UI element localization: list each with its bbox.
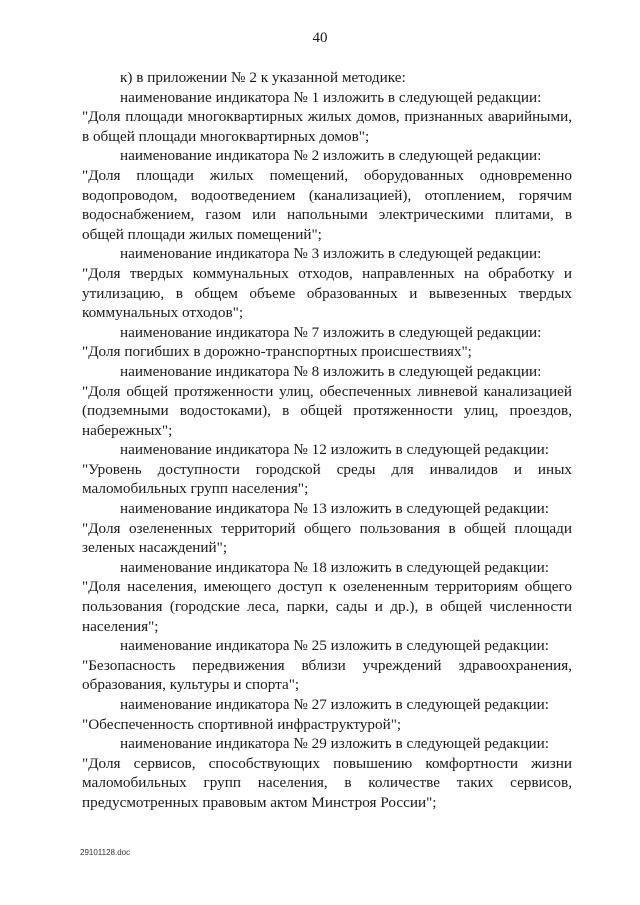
amendment-list <box>82 88 572 813</box>
amendment-heading: наименование индикатора № 25 изложить в следующей редакции: <box>120 637 549 655</box>
amendment-heading: наименование индикатора № 8 изложить в следующей редакции: <box>120 362 542 380</box>
amendment-text: "Доля площади жилых помещений, оборудованных одновременно водопроводом, водоотведением (канализацией), отоплением, горячим водоснабжением, газом или напольными электрическими плитами, в общей площади жилых помещений"; <box>82 166 572 243</box>
amendment-text: "Доля озелененных территорий общего пользования в общей площади зеленых насаждений"; <box>82 519 572 557</box>
amendment-text: "Безопасность передвижения вблизи учреждений здравоохранения, образования, культуры и спорта"; <box>82 656 572 694</box>
amendment-text: "Доля населения, имеющего доступ к озелененным территориям общего пользования (городские леса, парки, сады и др.), в общей численности населения"; <box>82 578 572 635</box>
amendment-heading: наименование индикатора № 13 изложить в следующей редакции: <box>120 500 549 518</box>
amendment-text: "Уровень доступности городской среды для инвалидов и иных маломобильных групп населения"; <box>82 460 572 498</box>
amendment-heading: наименование индикатора № 18 изложить в следующей редакции: <box>120 558 549 576</box>
amendment-heading: наименование индикатора № 12 изложить в следующей редакции: <box>120 441 549 459</box>
amendment-text: "Доля площади многоквартирных жилых домов, признанных аварийными, в общей площади многоквартирных домов"; <box>82 108 572 145</box>
amendment-text: "Доля погибших в дорожно-транспортных происшествиях"; <box>82 343 472 361</box>
amendment-text: "Доля твердых коммунальных отходов, направленных на обработку и утилизацию, в общем объеме образованных и вывезенных твердых коммунальных отходов"; <box>82 264 572 322</box>
amendment-heading: наименование индикатора № 1 изложить в следующей редакции: <box>120 88 542 106</box>
amendment-text: "Доля общей протяженности улиц, обеспеченных ливневой канализацией (подземными водостоками), в общей протяженности улиц, проездов, набережных"; <box>82 382 572 439</box>
amendment-text: "Обеспеченность спортивной инфраструктурой"; <box>82 715 402 733</box>
document-body <box>82 68 572 813</box>
amendment-heading: наименование индикатора № 7 изложить в следующей редакции: <box>120 323 542 341</box>
amendment-heading: наименование индикатора № 29 изложить в следующей редакции: <box>120 735 549 753</box>
amendment-heading: наименование индикатора № 3 изложить в следующей редакции: <box>120 245 542 263</box>
page-number: 40 <box>312 30 328 46</box>
amendment-heading: наименование индикатора № 2 изложить в следующей редакции: <box>120 147 542 165</box>
amendment-heading: наименование индикатора № 27 изложить в следующей редакции: <box>120 696 549 713</box>
intro-paragraph: к) в приложении № 2 к указанной методике: <box>120 69 406 86</box>
amendment-text: "Доля сервисов, способствующих повышению комфортности жизни маломобильных групп населения, в количестве таких сервисов, предусмотренных правовым актом Минстроя России"; <box>82 754 572 811</box>
document-code: 29101128.doc <box>80 848 131 857</box>
